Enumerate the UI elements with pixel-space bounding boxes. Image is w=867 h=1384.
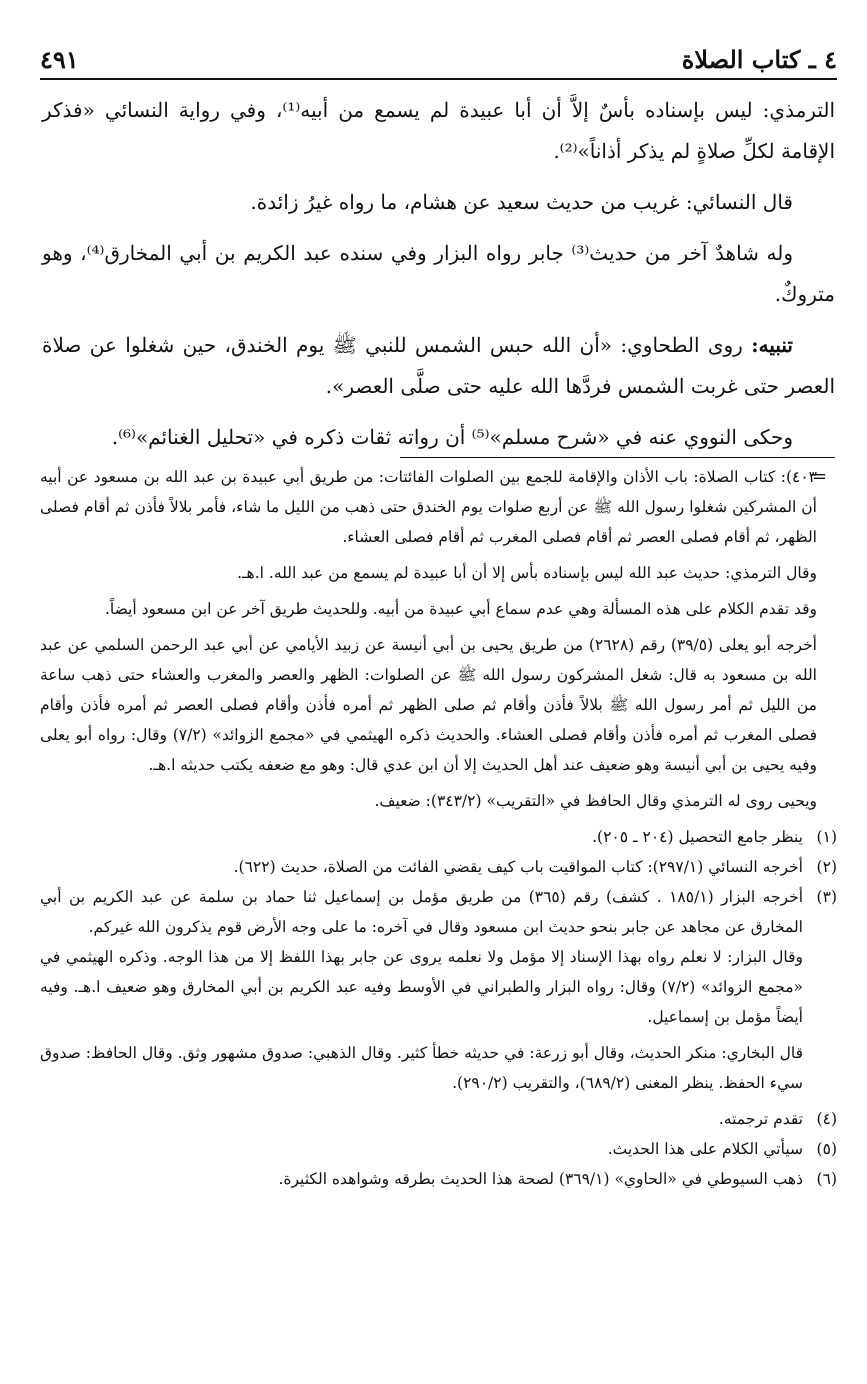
footnote-text: تقدم ترجمته. xyxy=(718,1110,803,1128)
footnote-continuation-5: ويحيى روى له الترمذي وقال الحافظ في «التقريب» (٣٤٣/٢): ضعيف. xyxy=(374,792,817,810)
footnote-continuation-2: وقال الترمذي: حديث عبد الله ليس بإسناده بأس إلا أن أبا عبيدة لم يسمع من عبد الله. ا.هـ. xyxy=(237,564,817,582)
page-number: ٤٩١ xyxy=(40,45,79,74)
note-label: تنبيه: xyxy=(751,333,793,357)
footnote-text: ذهب السيوطي في «الحاوي» (٣٦٩/١) لصحة هذا الحديث بطرقه وشواهده الكثيرة. xyxy=(278,1170,803,1188)
note-text: روى الطحاوي: «أن الله حبس الشمس للنبي ﷺ يوم الخندق، حين شغلوا عن صلاة العصر حتى غربت الشمس فردَّها الله عليه حتى صلَّى العصر». xyxy=(42,333,835,398)
footnote-2 xyxy=(40,852,837,882)
running-header xyxy=(40,38,837,74)
footnote-3-continuation-2: قال البخاري: منكر الحديث، وقال أبو زرعة: في حديثه خطأ كثير. وقال الذهبي: صدوق مشهور وثق. وقال الحافظ: صدوق سيء الحفظ. ينظر المغنى (٦٨٩/٢)، والتقريب (٢٩٠/٢). xyxy=(40,1044,803,1092)
footnote-continuation-1: ٤٠٣): كتاب الصلاة: باب الأذان والإقامة للجمع بين الصلوات الفائتات: من طريق أبي عبيدة بن عبد الله بن مسعود عن أبيه أن المشركين شغلوا رسول الله ﷺ عن أربع صلوات يوم الخندق حتى ذهب من الليل ما شاء، فأمر بلالاً فأذن ثم أقام فصلى الظهر، ثم أقام فصلى العصر ثم أقام فصلى المغرب ثم أقام فصلى العشاء. xyxy=(40,468,817,546)
main-paragraph-5: وحكى النووي عنه في «شرح مسلم»⁽⁵⁾ أن رواته ثقات ذكره في «تحليل الغنائم»⁽⁶⁾. xyxy=(111,425,793,449)
footnote-5 xyxy=(40,1134,837,1164)
main-paragraph-1: الترمذي: ليس بإسناده بأسٌ إلاَّ أن أبا عبيدة لم يسمع من أبيه⁽¹⁾، وفي رواية النسائي «فذكر الإقامة لكلِّ صلاةٍ لم يذكر أذاناً»⁽²⁾. xyxy=(42,98,835,163)
footnote-number: (٣) xyxy=(816,888,837,906)
footnotes xyxy=(40,462,837,1194)
footnote-number: (٤) xyxy=(816,1110,837,1128)
chapter-title: ٤ ـ كتاب الصلاة xyxy=(681,45,837,74)
header-rule xyxy=(40,78,837,80)
footnote-number: (٢) xyxy=(816,858,837,876)
main-paragraph-3: وله شاهدٌ آخر من حديث⁽³⁾ جابر رواه البزار وفي سنده عبد الكريم بن أبي المخارق⁽⁴⁾، وهو متروكٌ. xyxy=(42,241,835,306)
footnote-rule xyxy=(400,457,835,458)
footnote-text: سيأتي الكلام على هذا الحديث. xyxy=(607,1140,803,1158)
main-paragraph-4 xyxy=(42,325,835,407)
footnote-number: (١) xyxy=(816,828,837,846)
footnote-1 xyxy=(40,822,837,852)
footnote-number: (٦) xyxy=(816,1170,837,1188)
footnote-text: ينظر جامع التحصيل (٢٠٤ ـ ٢٠٥). xyxy=(592,828,803,846)
footnote-text: أخرجه النسائي (٢٩٧/١): كتاب المواقيت باب كيف يقضي الفائت من الصلاة، حديث (٦٢٢). xyxy=(233,858,803,876)
continuation-marker: = xyxy=(812,466,828,487)
footnote-number: (٥) xyxy=(816,1140,837,1158)
footnote-continuation-4: أخرجه أبو يعلى (٣٩/٥) رقم (٢٦٢٨) من طريق يحيى بن أبي أنيسة عن زبيد الأيامي عن أبي عبد الرحمن السلمي عن عبد الله بن مسعود به قال: شغل المشركون رسول الله ﷺ عن الصلوات: الظهر والعصر والمغرب والعشاء حتى ذهب ساعة من الليل ثم أمر رسول الله ﷺ بلالاً فأذن وأقام ثم صلى الظهر ثم أمره فأذن وأقام فصلى العصر ثم أمره فأذن وأقام فصلى المغرب ثم أمره فأذن وأقام فصلى العشاء. والحديث ذكره الهيثمي في «مجمع الزوائد» (٧/٢) وقال: رواه أبو يعلى وفيه يحيى بن أبي أنيسة وهو ضعيف عند أهل الحديث إلا أن ابن عدي قال: وهو مع ضعفه يكتب حديثه ا.هـ. xyxy=(40,636,817,774)
footnote-4 xyxy=(40,1104,837,1134)
footnote-3 xyxy=(40,882,837,942)
main-paragraph-2: قال النسائي: غريب من حديث سعيد عن هشام، ما رواه غيرُ زائدة. xyxy=(250,190,793,214)
footnote-continuation-3: وقد تقدم الكلام على هذه المسألة وهي عدم سماع أبي عبيدة من أبيه. وللحديث طريق آخر عن ابن مسعود أيضاً. xyxy=(104,600,817,618)
main-text xyxy=(42,90,835,468)
footnote-text: أخرجه البزار (١٨٥/١ . كشف) رقم (٣٦٥) من طريق مؤمل بن إسماعيل ثنا حماد بن سلمة عن عبد الكريم بن أبي المخارق عن مجاهد عن جابر بنحو حديث ابن مسعود وقال في آخره: ما على وجه الأرض قوم يذكرون الله غيركم. xyxy=(40,888,803,936)
footnote-3-continuation-1: وقال البزار: لا نعلم رواه بهذا الإسناد إلا مؤمل ولا نعلمه يروى عن جابر بهذا اللفظ إلا من هذا الوجه. وذكره الهيثمي في «مجمع الزوائد» (٧/٢) وقال: رواه البزار والطبراني في الأوسط وفيه عبد الكريم بن أبي المخارق وهو ضعيف ا.هـ. وفيه أيضاً مؤمل بن إسماعيل. xyxy=(40,948,803,1026)
footnote-6 xyxy=(40,1164,837,1194)
